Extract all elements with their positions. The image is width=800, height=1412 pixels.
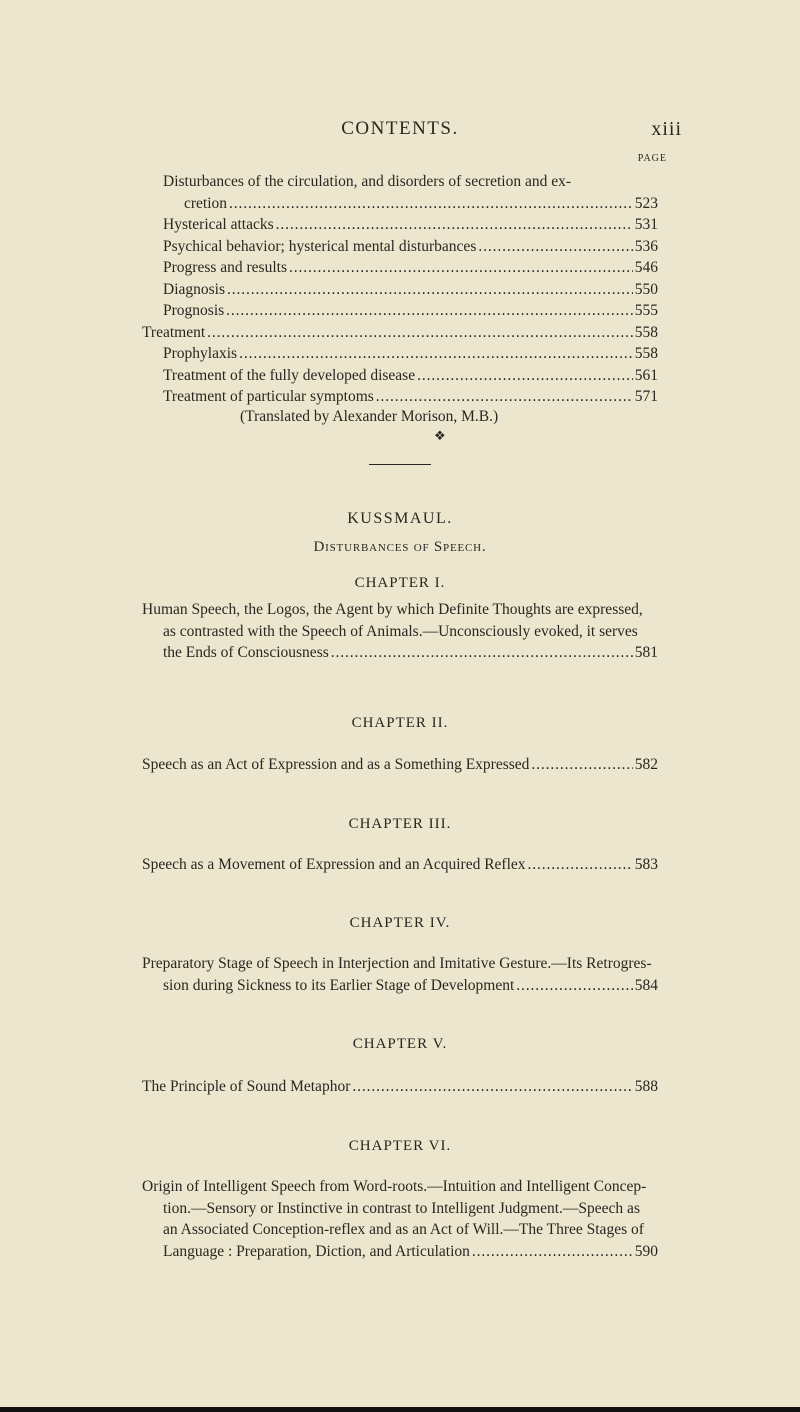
toc-entry-page: 546 bbox=[634, 259, 658, 276]
author-heading: KUSSMAUL. bbox=[347, 510, 453, 527]
chapter-heading: CHAPTER II. bbox=[351, 715, 449, 731]
toc-entry-page: 561 bbox=[634, 367, 658, 384]
chapter-heading: CHAPTER III. bbox=[348, 816, 452, 832]
chapter-summary bbox=[142, 953, 658, 996]
running-head-title: CONTENTS. bbox=[341, 118, 459, 139]
chapter-heading: CHAPTER I. bbox=[354, 575, 446, 591]
chapter-summary-line: Speech as a Movement of Expression and an Acquired Reflex bbox=[142, 856, 526, 873]
translator-note: (Translated by Alexander Morison, M.B.) bbox=[240, 408, 499, 425]
toc-entry-text: Progress and results bbox=[163, 259, 287, 276]
page-column-label: PAGE bbox=[637, 153, 667, 164]
toc-entry bbox=[163, 257, 658, 279]
chapter-heading: CHAPTER IV. bbox=[349, 915, 451, 931]
chapter-heading: CHAPTER V. bbox=[352, 1036, 448, 1052]
book-title: Disturbances of Speech. bbox=[313, 539, 487, 555]
toc-entry-page: 571 bbox=[634, 388, 658, 405]
section-divider bbox=[369, 464, 431, 465]
chapter-summary-line: an Associated Conception-reflex and as an Act of Will.—The Three Stages of bbox=[163, 1221, 644, 1238]
chapter-summary bbox=[142, 1076, 658, 1098]
chapter-summary-line: Preparatory Stage of Speech in Interjection and Imitative Gesture.—Its Retrogres- bbox=[142, 955, 652, 972]
chapter-summary-line: Human Speech, the Logos, the Agent by which Definite Thoughts are expressed, bbox=[142, 601, 643, 618]
chapter-summary bbox=[142, 754, 658, 776]
chapter-summary bbox=[142, 854, 658, 876]
toc-entry-text: Treatment bbox=[142, 324, 206, 341]
toc-entry-text: Hysterical attacks bbox=[163, 216, 274, 233]
scan-edge-band bbox=[0, 1407, 800, 1412]
toc-entry-page: 558 bbox=[634, 324, 658, 341]
chapter-summary-line: tion.—Sensory or Instinctive in contrast to Intelligent Judgment.—Speech as bbox=[163, 1199, 640, 1217]
chapter-summary bbox=[142, 1176, 658, 1262]
toc-entry-page: 582 bbox=[634, 756, 658, 773]
chapter-summary-line: sion during Sickness to its Earlier Stage of Development bbox=[163, 976, 515, 994]
chapter-summary bbox=[142, 599, 658, 664]
toc-entry-text: Prophylaxis bbox=[163, 345, 238, 362]
chapter-summary-line: as contrasted with the Speech of Animals.—Unconsciously evoked, it serves bbox=[163, 622, 638, 640]
toc-entry-page: 523 bbox=[634, 194, 658, 212]
chapter-summary-line: The Principle of Sound Metaphor bbox=[142, 1078, 351, 1095]
toc-entry-page: 531 bbox=[634, 216, 658, 233]
toc-entry-page: 536 bbox=[634, 238, 658, 255]
toc-entry-text: Treatment of particular symptoms bbox=[163, 388, 374, 405]
toc-entry bbox=[163, 343, 658, 365]
toc-entry-text: Treatment of the fully developed disease bbox=[163, 367, 416, 384]
toc-entry bbox=[163, 236, 658, 258]
toc-entry-text: Prognosis bbox=[163, 302, 225, 319]
toc-entry-page: 581 bbox=[634, 644, 658, 661]
toc-entry bbox=[163, 300, 658, 322]
running-head bbox=[0, 118, 800, 148]
toc-entry-page: 558 bbox=[634, 345, 658, 362]
chapter-summary-line: Speech as an Act of Expression and as a Something Expressed bbox=[142, 756, 530, 773]
toc-entry bbox=[163, 214, 658, 236]
toc-entry bbox=[163, 365, 658, 387]
toc-entry-page: 550 bbox=[634, 281, 658, 298]
toc-entry-text: Diagnosis bbox=[163, 281, 225, 298]
toc-entry bbox=[142, 322, 658, 344]
chapter-heading: CHAPTER VI. bbox=[348, 1138, 452, 1154]
toc-entry-page: 590 bbox=[634, 1242, 658, 1260]
toc-entry-text: Psychical behavior; hysterical mental disturbances bbox=[163, 238, 477, 255]
toc-entry-page: 555 bbox=[634, 302, 658, 319]
toc-entry bbox=[163, 386, 658, 408]
chapter-summary-line: Language : Preparation, Diction, and Articulation bbox=[163, 1242, 470, 1260]
chapter-summary-line: the Ends of Consciousness bbox=[163, 644, 329, 661]
chapter-summary-line: Origin of Intelligent Speech from Word-roots.—Intuition and Intelligent Concep- bbox=[142, 1178, 647, 1195]
toc-entry-continuation: cretion bbox=[184, 194, 228, 212]
page-folio: xiii bbox=[651, 118, 682, 140]
toc-entry-page: 583 bbox=[634, 856, 658, 873]
toc-entry-page: 588 bbox=[634, 1078, 658, 1095]
ornament-icon: ❖ bbox=[434, 428, 446, 443]
toc-entry-page: 584 bbox=[634, 976, 658, 994]
toc-entry-text: Disturbances of the circulation, and disorders of secretion and ex- bbox=[163, 173, 572, 190]
toc-entry bbox=[163, 279, 658, 301]
toc-entry bbox=[163, 171, 658, 214]
